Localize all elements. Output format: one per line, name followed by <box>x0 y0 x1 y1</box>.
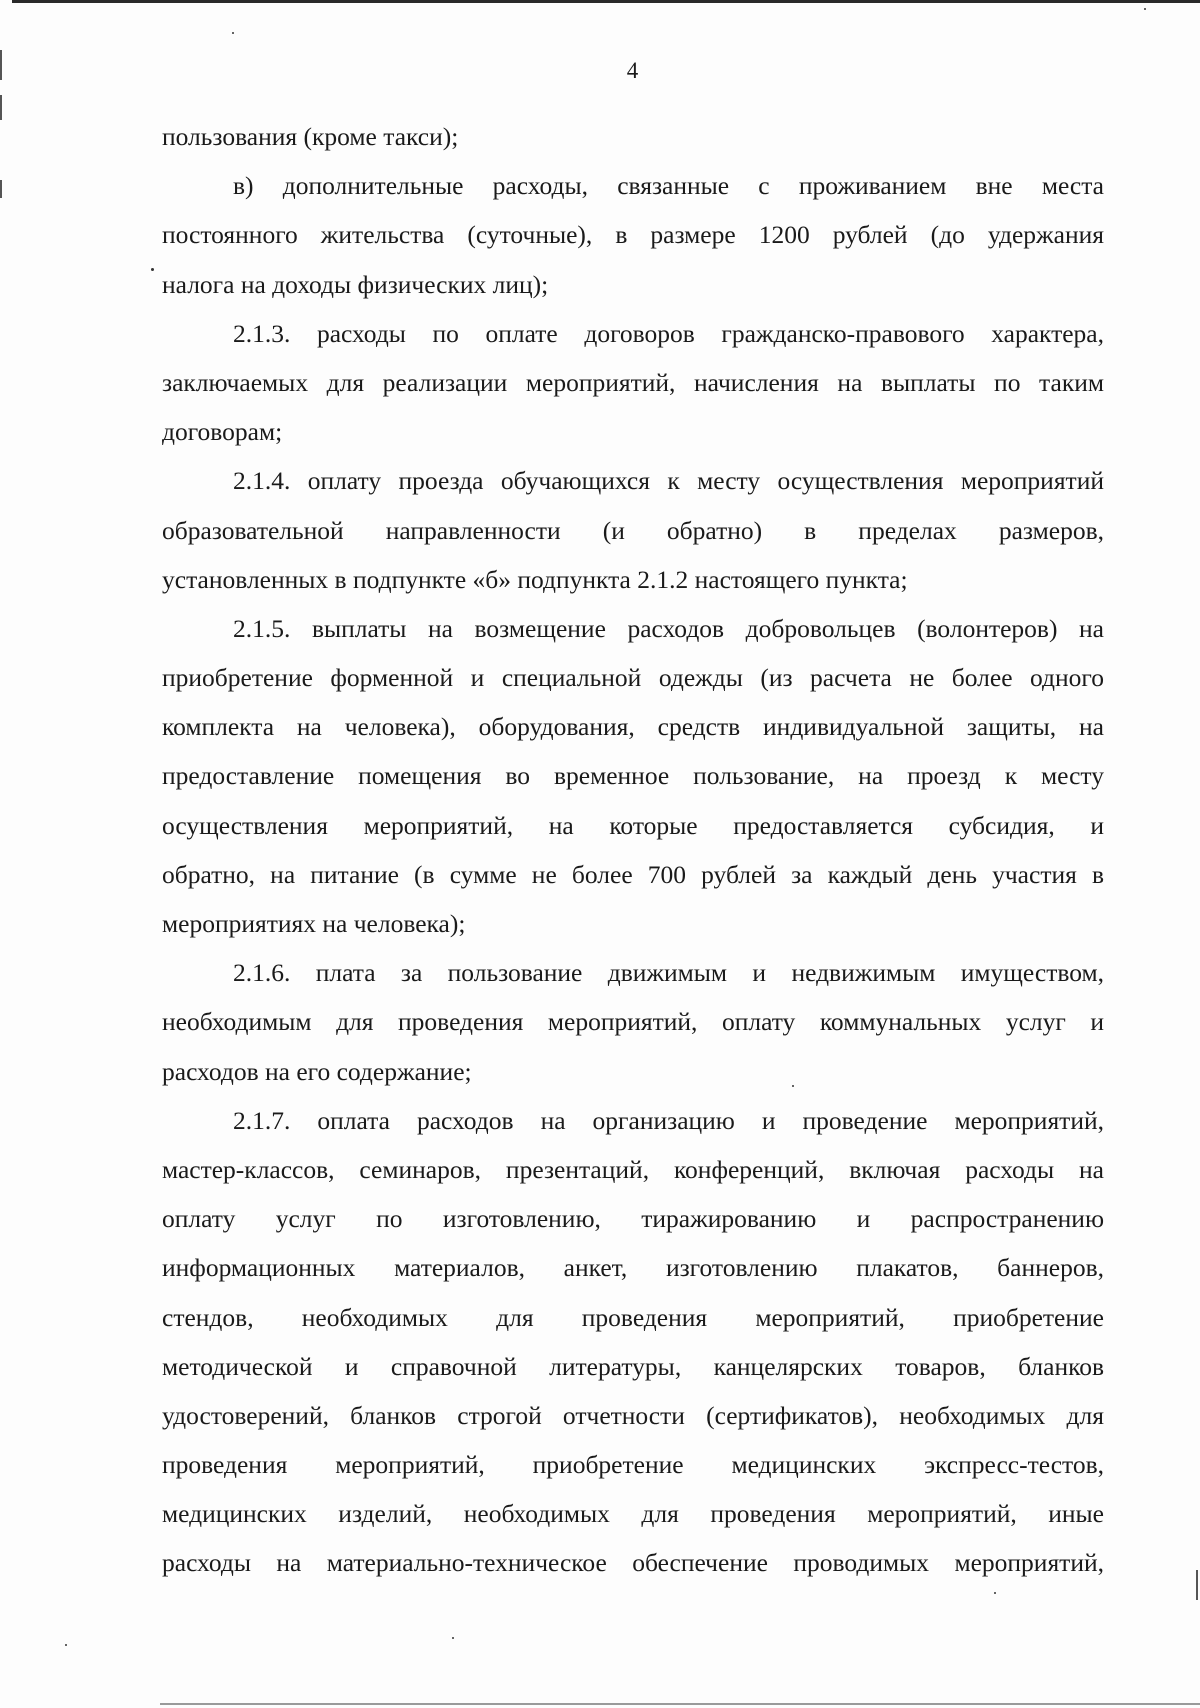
paragraph-first-line: 2.1.6. плата за пользование движимым и недвижимым имуществом, <box>233 958 1104 988</box>
document-body <box>162 112 1104 1588</box>
text-line: постоянного жительства (суточные), в размере 1200 рублей (до удержания <box>162 220 1104 250</box>
text-line: осуществления мероприятий, на которые предоставляется субсидия, и <box>162 810 1104 840</box>
text-line: оплату услуг по изготовлению, тиражированию и распространению <box>162 1204 1104 1234</box>
scan-speck <box>1144 8 1146 10</box>
text-line: мероприятиях на человека); <box>162 909 466 938</box>
paragraph-first-line: 2.1.4. оплату проезда обучающихся к месту осуществления мероприятий <box>233 466 1104 496</box>
text-line: комплекта на человека), оборудования, средств индивидуальной защиты, на <box>162 712 1104 742</box>
text-line: заключаемых для реализации мероприятий, начисления на выплаты по таким <box>162 367 1104 397</box>
text-line: удостоверений, бланков строгой отчетности (сертификатов), необходимых для <box>162 1400 1104 1430</box>
text-line: расходов на его содержание; <box>162 1056 472 1086</box>
scan-speck <box>65 1644 67 1646</box>
scan-edge-mark <box>1196 1570 1198 1600</box>
text-line: налога на доходы физических лиц); <box>162 269 549 299</box>
scan-speck <box>452 1637 454 1639</box>
paragraph-first-line: 2.1.3. расходы по оплате договоров гражданско-правового характера, <box>233 318 1104 348</box>
text-line: методической и справочной литературы, канцелярских товаров, бланков <box>162 1351 1104 1381</box>
text-line: образовательной направленности (и обратно) в пределах размеров, <box>162 515 1104 545</box>
scan-speck <box>151 268 154 271</box>
text-line: приобретение форменной и специальной одежды (из расчета не более одного <box>162 663 1104 693</box>
paragraph-first-line: 2.1.5. выплаты на возмещение расходов добровольцев (волонтеров) на <box>233 613 1104 643</box>
text-line: установленных в подпункте «б» подпункта 2.1.2 настоящего пункта; <box>162 564 908 594</box>
text-line: расходы на материально-техническое обеспечение проводимых мероприятий, <box>162 1548 1104 1578</box>
text-line: предоставление помещения во временное пользование, на проезд к месту <box>162 761 1104 791</box>
text-line: пользования (кроме такси); <box>162 122 459 151</box>
scan-bottom-border <box>160 1703 1200 1705</box>
paragraph-first-line: в) дополнительные расходы, связанные с проживанием вне места <box>233 171 1104 201</box>
scan-speck <box>994 1592 996 1594</box>
scan-top-border <box>12 0 1200 3</box>
text-line: необходимым для проведения мероприятий, оплату коммунальных услуг и <box>162 1007 1104 1037</box>
scan-edge-mark <box>0 95 2 120</box>
text-line: мастер-классов, семинаров, презентаций, конференций, включая расходы на <box>162 1154 1104 1184</box>
text-line: обратно, на питание (в сумме не более 700 рублей за каждый день участия в <box>162 859 1104 889</box>
text-line: стендов, необходимых для проведения мероприятий, приобретение <box>162 1302 1104 1332</box>
scan-speck <box>792 1085 794 1087</box>
text-line: информационных материалов, анкет, изготовлению плакатов, баннеров, <box>162 1253 1104 1283</box>
scan-edge-mark <box>0 180 2 198</box>
text-line: проведения мероприятий, приобретение медицинских экспресс-тестов, <box>162 1450 1104 1480</box>
text-line: договорам; <box>162 417 283 447</box>
page-number: 4 <box>626 58 639 83</box>
scan-speck <box>232 32 234 34</box>
paragraph-first-line: 2.1.7. оплата расходов на организацию и проведение мероприятий, <box>233 1105 1104 1135</box>
text-line: медицинских изделий, необходимых для проведения мероприятий, иные <box>162 1499 1104 1529</box>
scan-edge-mark <box>0 50 2 80</box>
